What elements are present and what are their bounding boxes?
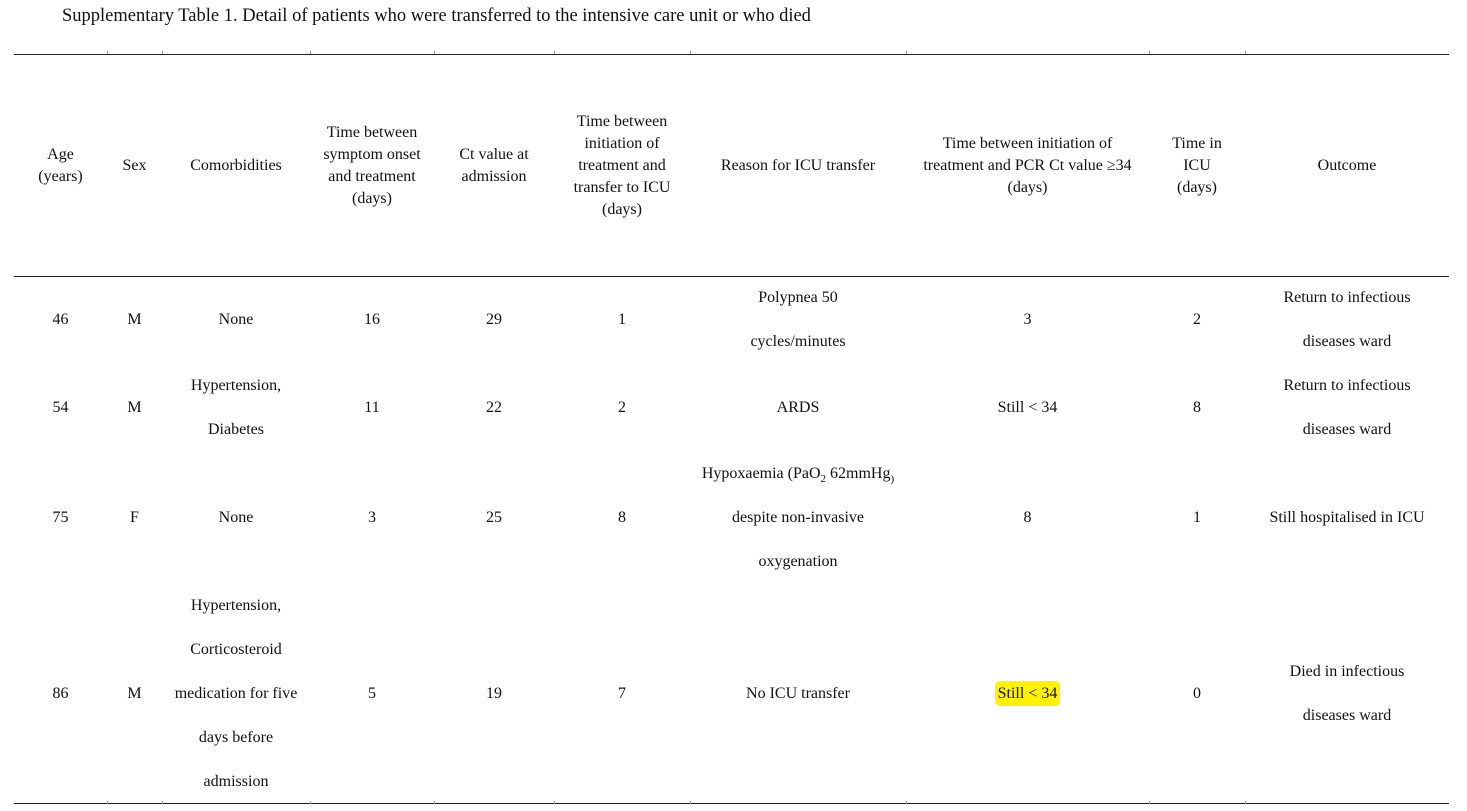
column-divider-tick (310, 51, 311, 54)
header-treatment-to-icu: Time between initiation of treatment and transfer to ICU (days) (573, 112, 671, 218)
table-caption: Supplementary Table 1. Detail of patients who were transferred to the intensive care unit or who died (62, 6, 811, 26)
reason-text-part: Hypoxaemia (PaO (701, 465, 821, 482)
highlighted-value: Still < 34 (995, 681, 1061, 706)
cell-comorbidities: None (218, 509, 254, 526)
cell-time-in-icu: 8 (1193, 399, 1201, 416)
cell-ct-admission: 19 (486, 685, 502, 702)
column-divider-tick (1149, 51, 1150, 54)
cell-ct-admission: 25 (486, 509, 502, 526)
cell-age: 54 (52, 399, 69, 416)
cell-sex: F (130, 509, 139, 526)
cell-onset-to-treatment: 16 (364, 311, 380, 328)
header-age: Age (years) (38, 145, 83, 185)
cell-treatment-to-ct34: 3 (1023, 311, 1032, 328)
column-divider-tick (434, 51, 435, 54)
cell-outcome: Still hospitalised in ICU (1269, 509, 1425, 526)
cell-reason-icu: Polypnea 50 cycles/minutes (750, 289, 846, 350)
cell-sex: M (127, 685, 142, 702)
cell-sex: M (127, 311, 142, 328)
cell-treatment-to-icu: 8 (618, 509, 626, 526)
column-divider-tick (690, 51, 691, 54)
cell-treatment-to-icu: 7 (618, 685, 626, 702)
cell-comorbidities: Hypertension, Corticosteroid medication for five days before admission (174, 597, 298, 790)
cell-comorbidities: None (218, 311, 254, 328)
column-divider-tick (1245, 51, 1246, 54)
reason-text-part: despite non-invasive oxygenation (732, 509, 864, 570)
patient-detail-table (14, 55, 1449, 804)
cell-comorbidities: Hypertension, Diabetes (190, 377, 282, 438)
cell-outcome: Return to infectious diseases ward (1283, 377, 1411, 438)
header-onset-to-treatment: Time between symptom onset and treatment (days) (323, 123, 421, 207)
cell-onset-to-treatment: 3 (368, 509, 376, 526)
table-row (14, 276, 1449, 364)
cell-time-in-icu: 0 (1193, 685, 1201, 702)
cell-onset-to-treatment: 5 (368, 685, 376, 702)
table-row (14, 584, 1449, 804)
header-row (14, 55, 1449, 276)
header-time-in-icu: Time in ICU (days) (1172, 134, 1222, 196)
cell-outcome: Return to infectious diseases ward (1283, 289, 1411, 350)
column-divider-tick (906, 51, 907, 54)
header-outcome: Outcome (1317, 156, 1377, 174)
paren-subscript: ) (890, 473, 895, 486)
column-divider-tick (554, 51, 555, 54)
cell-ct-admission: 22 (486, 399, 502, 416)
header-comorbidities: Comorbidities (190, 156, 282, 174)
pao2-subscript: 2 (820, 473, 826, 486)
table-row (14, 364, 1449, 452)
cell-age: 75 (52, 509, 69, 526)
table-row (14, 452, 1449, 584)
reason-text-part: 62mmHg (826, 465, 891, 482)
cell-treatment-to-ct34 (906, 584, 1149, 804)
header-sex: Sex (122, 156, 147, 174)
header-treatment-to-ct34: Time between initiation of treatment and PCR Ct value ≥34 (days) (923, 134, 1132, 196)
cell-age: 46 (52, 311, 69, 328)
cell-reason-icu: ARDS (776, 399, 820, 416)
cell-time-in-icu: 1 (1193, 509, 1201, 526)
cell-time-in-icu: 2 (1193, 311, 1201, 328)
cell-outcome: Died in infectious diseases ward (1289, 663, 1405, 724)
cell-age: 86 (52, 685, 69, 702)
header-ct-admission: Ct value at admission (459, 145, 529, 185)
cell-treatment-to-ct34: 8 (1023, 509, 1032, 526)
cell-sex: M (127, 399, 142, 416)
cell-treatment-to-icu: 2 (618, 399, 626, 416)
header-reason-icu: Reason for ICU transfer (720, 156, 876, 174)
cell-reason-icu: No ICU transfer (746, 685, 850, 702)
column-divider-tick (162, 51, 163, 54)
cell-onset-to-treatment: 11 (364, 399, 380, 416)
cell-treatment-to-icu: 1 (618, 311, 626, 328)
cell-ct-admission: 29 (486, 311, 502, 328)
cell-treatment-to-ct34: Still < 34 (997, 399, 1058, 416)
column-divider-tick (107, 51, 108, 54)
cell-reason-icu (690, 452, 906, 584)
